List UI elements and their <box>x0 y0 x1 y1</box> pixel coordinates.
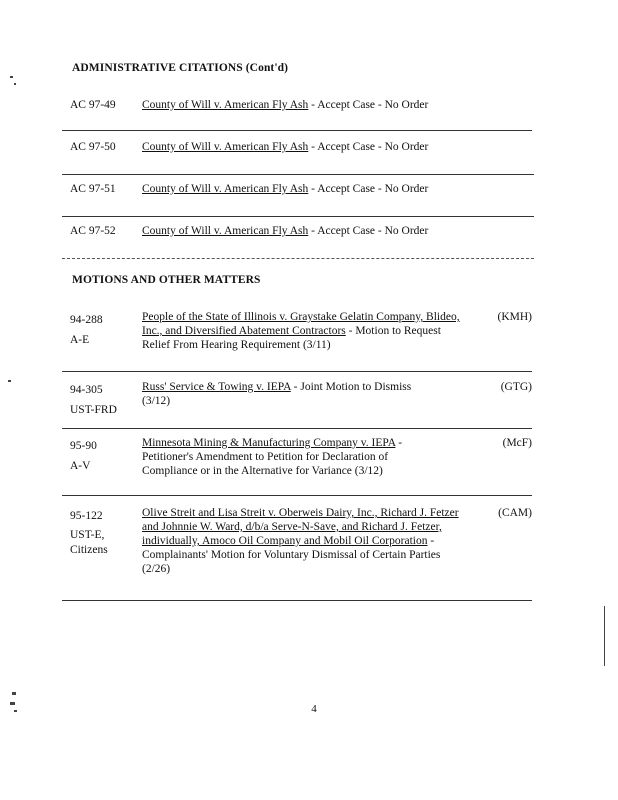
citation-number: AC 97-49 <box>70 99 116 111</box>
docket-number <box>70 436 97 476</box>
docket-number <box>70 380 117 420</box>
case-caption: Russ' Service & Towing v. IEPA <box>142 381 291 393</box>
citation-description <box>142 224 462 238</box>
hearing-officer-initials: (GTG) <box>500 381 532 393</box>
divider-line <box>62 600 532 601</box>
scan-speck <box>8 380 11 382</box>
case-action: - Accept Case - No Order <box>308 141 429 153</box>
motion-description <box>142 506 468 576</box>
case-type-code: A-V <box>70 460 91 472</box>
case-caption: County of Will v. American Fly Ash <box>142 225 309 237</box>
scan-speck <box>10 76 13 78</box>
case-action: - Petitioner's Amendment to Petition for Declaration of Compliance or in the Alternative for Variance (3/12) <box>142 437 403 477</box>
case-caption: County of Will v. American Fly Ash <box>142 183 309 195</box>
case-action: - Accept Case - No Order <box>308 99 429 111</box>
divider-line <box>62 130 532 131</box>
case-action: - Accept Case - No Order <box>308 225 429 237</box>
case-action: - Motion to Request Relief From Hearing Requirement (3/11) <box>142 325 441 351</box>
motion-description <box>142 436 442 478</box>
section-heading-administrative-citations: ADMINISTRATIVE CITATIONS (Cont'd) <box>72 62 289 74</box>
docket-number <box>70 506 108 556</box>
divider-line <box>62 258 534 259</box>
divider-line <box>62 371 532 372</box>
hearing-officer-initials: (KMH) <box>497 311 532 323</box>
citation-description <box>142 140 462 154</box>
case-type-code: A-E <box>70 334 90 346</box>
case-action: - Complainants' Motion for Voluntary Dismissal of Certain Parties (2/26) <box>142 535 441 575</box>
divider-line <box>62 216 534 217</box>
citation-description <box>142 182 462 196</box>
docket-number <box>70 310 103 350</box>
case-type-code-continued: Citizens <box>70 544 108 556</box>
divider-line <box>62 495 532 496</box>
divider-line <box>62 174 534 175</box>
case-action: - Accept Case - No Order <box>308 183 429 195</box>
scan-speck <box>14 83 16 85</box>
citation-number: AC 97-51 <box>70 183 116 195</box>
hearing-officer-initials: (CAM) <box>498 507 532 519</box>
case-caption: People of the State of Illinois v. Graystake Gelatin Company, Blideo, Inc., and Diversified Abatement Contractors <box>142 311 460 337</box>
citation-description <box>142 98 462 112</box>
page-number: 4 <box>311 703 317 715</box>
case-type-code: UST-FRD <box>70 404 117 416</box>
docket-number-text: 95-90 <box>70 440 97 452</box>
scan-speck <box>604 606 605 666</box>
motion-description <box>142 380 442 408</box>
motion-description <box>142 310 460 352</box>
divider-line <box>62 428 532 429</box>
hearing-officer-initials: (McF) <box>502 437 532 449</box>
case-caption: Olive Streit and Lisa Streit v. Oberweis Dairy, Inc., Richard J. Fetzer and Johnnie W. Ward, d/b/a Serve-N-Save, and Richard J. Fetzer, individually, Amoco Oil Company and Mobil Oil Corporation <box>142 507 459 547</box>
case-caption: Minnesota Mining & Manufacturing Company v. IEPA <box>142 437 396 449</box>
docket-number-text: 95-122 <box>70 510 103 522</box>
scan-speck <box>12 692 16 695</box>
case-action: - Joint Motion to Dismiss (3/12) <box>142 381 412 407</box>
case-type-code: UST-E, <box>70 529 105 541</box>
citation-number: AC 97-52 <box>70 225 116 237</box>
citation-number: AC 97-50 <box>70 141 116 153</box>
case-caption: County of Will v. American Fly Ash <box>142 99 309 111</box>
case-caption: County of Will v. American Fly Ash <box>142 141 309 153</box>
docket-number-text: 94-305 <box>70 384 103 396</box>
docket-number-text: 94-288 <box>70 314 103 326</box>
section-heading-motions: MOTIONS AND OTHER MATTERS <box>72 274 261 286</box>
